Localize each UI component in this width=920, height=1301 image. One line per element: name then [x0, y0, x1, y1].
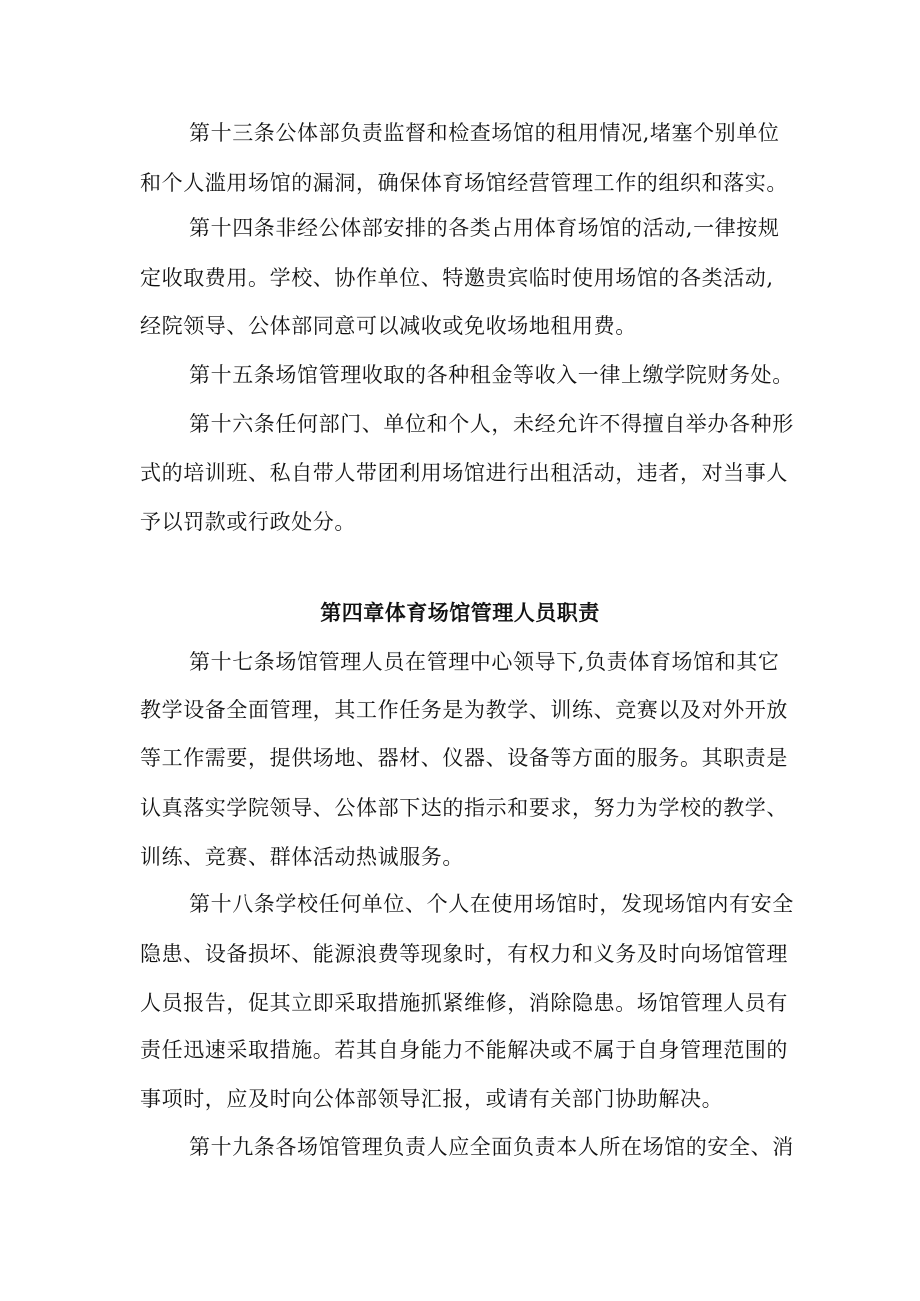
article-18-line-1: 第十八条学校任何单位、个人在使用场馆时，发现场馆内有安全	[189, 892, 794, 916]
article-18-line-3: 人员报告，促其立即采取措施抓紧维修，消除隐患。场馆管理人员有	[140, 991, 788, 1015]
article-16-line-3: 予以罚款或行政处分。	[140, 510, 356, 534]
article-15-line-1: 第十五条场馆管理收取的各种租金等收入一律上缴学院财务处。	[189, 363, 794, 387]
article-18-line-2: 隐患、设备损坏、能源浪费等现象时，有权力和义务及时向场馆管理	[140, 942, 788, 966]
article-19-line-1: 第十九条各场馆管理负责人应全面负责本人所在场馆的安全、消	[189, 1135, 794, 1159]
article-17-line-2: 教学设备全面管理，其工作任务是为教学、训练、竞赛以及对外开放	[140, 698, 788, 722]
article-13-line-2: 和个人滥用场馆的漏洞，确保体育场馆经营管理工作的组织和落实。	[140, 171, 788, 195]
article-13-line-1: 第十三条公体部负责监督和检查场馆的租用情况,堵塞个别单位	[189, 121, 780, 145]
article-17-line-5: 训练、竞赛、群体活动热诚服务。	[140, 845, 464, 869]
article-18-line-5: 事项时，应及时向公体部领导汇报，或请有关部门协助解决。	[140, 1087, 724, 1111]
article-14-line-1: 第十四条非经公体部安排的各类占用体育场馆的活动,一律按规	[189, 216, 780, 240]
article-14-line-2: 定收取费用。学校、协作单位、特邀贵宾临时使用场馆的各类活动,	[140, 266, 774, 290]
article-16-line-2: 式的培训班、私自带人带团利用场馆进行出租活动，违者，对当事人	[140, 461, 788, 485]
article-16-line-1: 第十六条任何部门、单位和个人，未经允许不得擅自举办各种形	[189, 412, 794, 436]
chapter-4-heading: 第四章体育场馆管理人员职责	[320, 601, 600, 625]
article-14-line-3: 经院领导、公体部同意可以减收或免收场地租用费。	[140, 314, 637, 338]
article-18-line-4: 责任迅速采取措施。若其自身能力不能解决或不属于自身管理范围的	[140, 1038, 788, 1062]
article-17-line-3: 等工作需要，提供场地、器材、仪器、设备等方面的服务。其职责是	[140, 746, 788, 770]
article-17-line-4: 认真落实学院领导、公体部下达的指示和要求，努力为学校的教学、	[140, 796, 788, 820]
article-17-line-1: 第十七条场馆管理人员在管理中心领导下,负责体育场馆和其它	[189, 650, 780, 674]
